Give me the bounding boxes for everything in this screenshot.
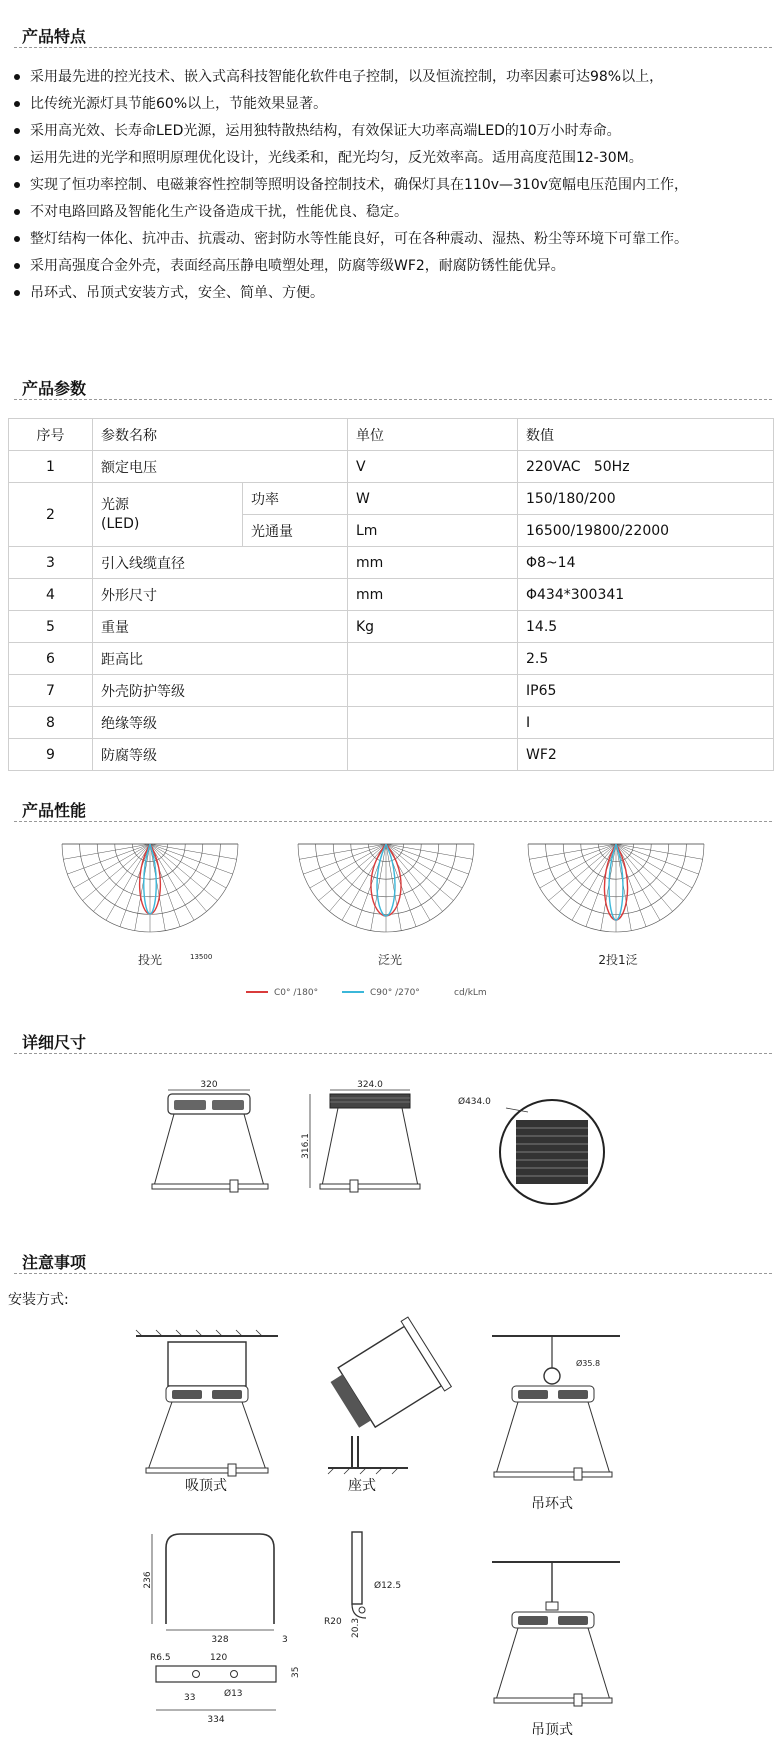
dim-label: 33 (184, 1693, 196, 1703)
cell-no: 2 (9, 483, 93, 547)
polar-legend (244, 983, 544, 999)
section-title: 详细尺寸 (22, 1033, 87, 1052)
header-cell: 数值 (518, 419, 774, 451)
polar-diagram-2 (286, 838, 496, 968)
install-bracket-drawing (143, 1524, 316, 1734)
divider (14, 821, 772, 822)
cell-subname: 光通量 (243, 515, 348, 547)
legend-unit: cd/kLm (454, 988, 487, 998)
params-table (8, 418, 774, 771)
table-row (9, 739, 774, 771)
dim-label: 316.1 (301, 1133, 311, 1159)
cell-value: 16500/19800/22000 (518, 515, 774, 547)
cell-no: 8 (9, 707, 93, 739)
legend-label-c0: C0° /180° (274, 988, 319, 998)
cell-unit: W (348, 483, 518, 515)
cell-name: 防腐等级 (93, 739, 348, 771)
install-caption: 吊环式 (531, 1496, 573, 1512)
cell-unit: Kg (348, 611, 518, 643)
cell-value: IP65 (518, 675, 774, 707)
dim-label: Ø434.0 (458, 1097, 491, 1107)
cell-unit: mm (348, 547, 518, 579)
install-ring-figure (490, 1330, 640, 1516)
section-title: 产品特点 (22, 27, 87, 46)
dim-label: Ø35.8 (576, 1359, 601, 1368)
dim-label: 320 (200, 1080, 218, 1090)
cell-value: I (518, 707, 774, 739)
dim-label: 120 (210, 1653, 228, 1663)
cell-name: 距高比 (93, 643, 348, 675)
section-params-header (0, 370, 776, 400)
cell-no: 4 (9, 579, 93, 611)
polar-diagram-1 (50, 838, 260, 968)
section-title: 产品性能 (22, 801, 87, 820)
dim-label: 328 (211, 1635, 229, 1645)
cell-value: 14.5 (518, 611, 774, 643)
dim-label: 35 (291, 1666, 301, 1678)
cell-value: 220VAC 50Hz (518, 451, 774, 483)
table-row (9, 675, 774, 707)
polar-caption: 泛光 (377, 953, 403, 967)
list-item: 采用高光效、长寿命LED光源，运用独特散热结构，有效保证大功率高端LED的10万小时寿命。 (0, 122, 776, 140)
table-row (9, 547, 774, 579)
install-caption: 座式 (348, 1478, 376, 1494)
table-row (9, 483, 774, 515)
polar-svg (286, 838, 496, 968)
cell-name: 外形尺寸 (93, 579, 348, 611)
header-cell: 单位 (348, 419, 518, 451)
list-item: 比传统光源灯具节能60%以上，节能效果显著。 (0, 95, 776, 113)
polar-diagram-3 (516, 838, 726, 968)
dim-label: R6.5 (150, 1653, 171, 1663)
install-caption: 吊顶式 (531, 1722, 573, 1738)
section-dimensions-header (0, 1024, 776, 1054)
cell-name: 光源 (LED) (93, 483, 243, 547)
cell-value: WF2 (518, 739, 774, 771)
list-item: 实现了恒功率控制、电磁兼容性控制等照明设备控制技术，确保灯具在110v—310v宽幅电压范围内工作， (0, 176, 776, 194)
section-title: 产品参数 (22, 379, 87, 398)
table-row (9, 579, 774, 611)
polar-caption: 投光 (137, 953, 163, 967)
cell-name: 外壳防护等级 (93, 675, 348, 707)
cell-unit (348, 707, 518, 739)
header-cell: 序号 (9, 419, 93, 451)
table-row (9, 611, 774, 643)
cell-unit: mm (348, 579, 518, 611)
cell-subname: 功率 (243, 483, 348, 515)
list-item: 采用最先进的控光技术、嵌入式高科技智能化软件电子控制，以及恒流控制，功率因素可达98%以上， (0, 68, 776, 86)
install-ceiling-figure (132, 1330, 282, 1500)
section-performance-header (0, 792, 776, 822)
cell-name: 引入线缆直径 (93, 547, 348, 579)
dim-label: 236 (143, 1571, 153, 1589)
list-item: 不对电路回路及智能化生产设备造成干扰，性能优良、稳定。 (0, 203, 776, 221)
install-pendant-figure (490, 1556, 640, 1742)
table-row (9, 707, 774, 739)
polar-extra-label: 13500 (190, 953, 213, 961)
polar-svg (50, 838, 260, 968)
cell-unit: V (348, 451, 518, 483)
divider (14, 1273, 772, 1274)
cell-no: 3 (9, 547, 93, 579)
divider (14, 1053, 772, 1054)
cell-no: 5 (9, 611, 93, 643)
header-cell: 参数名称 (93, 419, 348, 451)
dimension-side-view (300, 1076, 430, 1196)
dim-label: 3 (282, 1635, 288, 1645)
legend-label-c90: C90° /270° (370, 988, 420, 998)
cell-name: 重量 (93, 611, 348, 643)
polar-caption: 2投1泛 (598, 953, 638, 967)
cell-unit (348, 739, 518, 771)
cell-no: 1 (9, 451, 93, 483)
cell-name: 额定电压 (93, 451, 348, 483)
cell-value: Φ434*300341 (518, 579, 774, 611)
list-item: 运用先进的光学和照明原理优化设计，光线柔和，配光均匀，反光效率高。适用高度范围12-30M。 (0, 149, 776, 167)
install-seat-figure (322, 1316, 462, 1496)
cell-no: 6 (9, 643, 93, 675)
table-row (9, 643, 774, 675)
dim-label: Ø13 (224, 1689, 243, 1699)
section-notes-header (0, 1244, 776, 1274)
install-caption: 吸顶式 (185, 1478, 227, 1494)
feature-list (0, 68, 776, 311)
list-item: 采用高强度合金外壳，表面经高压静电喷塑处理，防腐等级WF2，耐腐防锈性能优异。 (0, 257, 776, 275)
dim-label: 334 (207, 1715, 225, 1725)
cell-value: 150/180/200 (518, 483, 774, 515)
cell-unit (348, 675, 518, 707)
dim-label: 324.0 (357, 1080, 383, 1090)
polar-svg (516, 838, 726, 968)
cell-unit (348, 643, 518, 675)
section-features-header (0, 18, 776, 48)
cell-name: 绝缘等级 (93, 707, 348, 739)
dimension-top-view (456, 1090, 616, 1210)
install-method-label: 安装方式: (8, 1292, 69, 1308)
dim-label: R20 (324, 1617, 342, 1627)
dim-label: Ø12.5 (374, 1581, 402, 1591)
cell-value: 2.5 (518, 643, 774, 675)
divider (14, 399, 772, 400)
table-header-row (9, 419, 774, 451)
dim-label: 20.3 (351, 1617, 361, 1638)
table-row (9, 451, 774, 483)
cell-unit: Lm (348, 515, 518, 547)
cell-no: 7 (9, 675, 93, 707)
list-item: 吊环式、吊顶式安装方式，安全、简单、方便。 (0, 284, 776, 302)
install-side-detail-drawing (322, 1526, 422, 1646)
cell-value: Φ8~14 (518, 547, 774, 579)
cell-no: 9 (9, 739, 93, 771)
divider (14, 47, 772, 48)
section-title: 注意事项 (22, 1253, 87, 1272)
dimension-front-view (148, 1076, 274, 1196)
list-item: 整灯结构一体化、抗冲击、抗震动、密封防水等性能良好，可在各种震动、湿热、粉尘等环境下可靠工作。 (0, 230, 776, 248)
